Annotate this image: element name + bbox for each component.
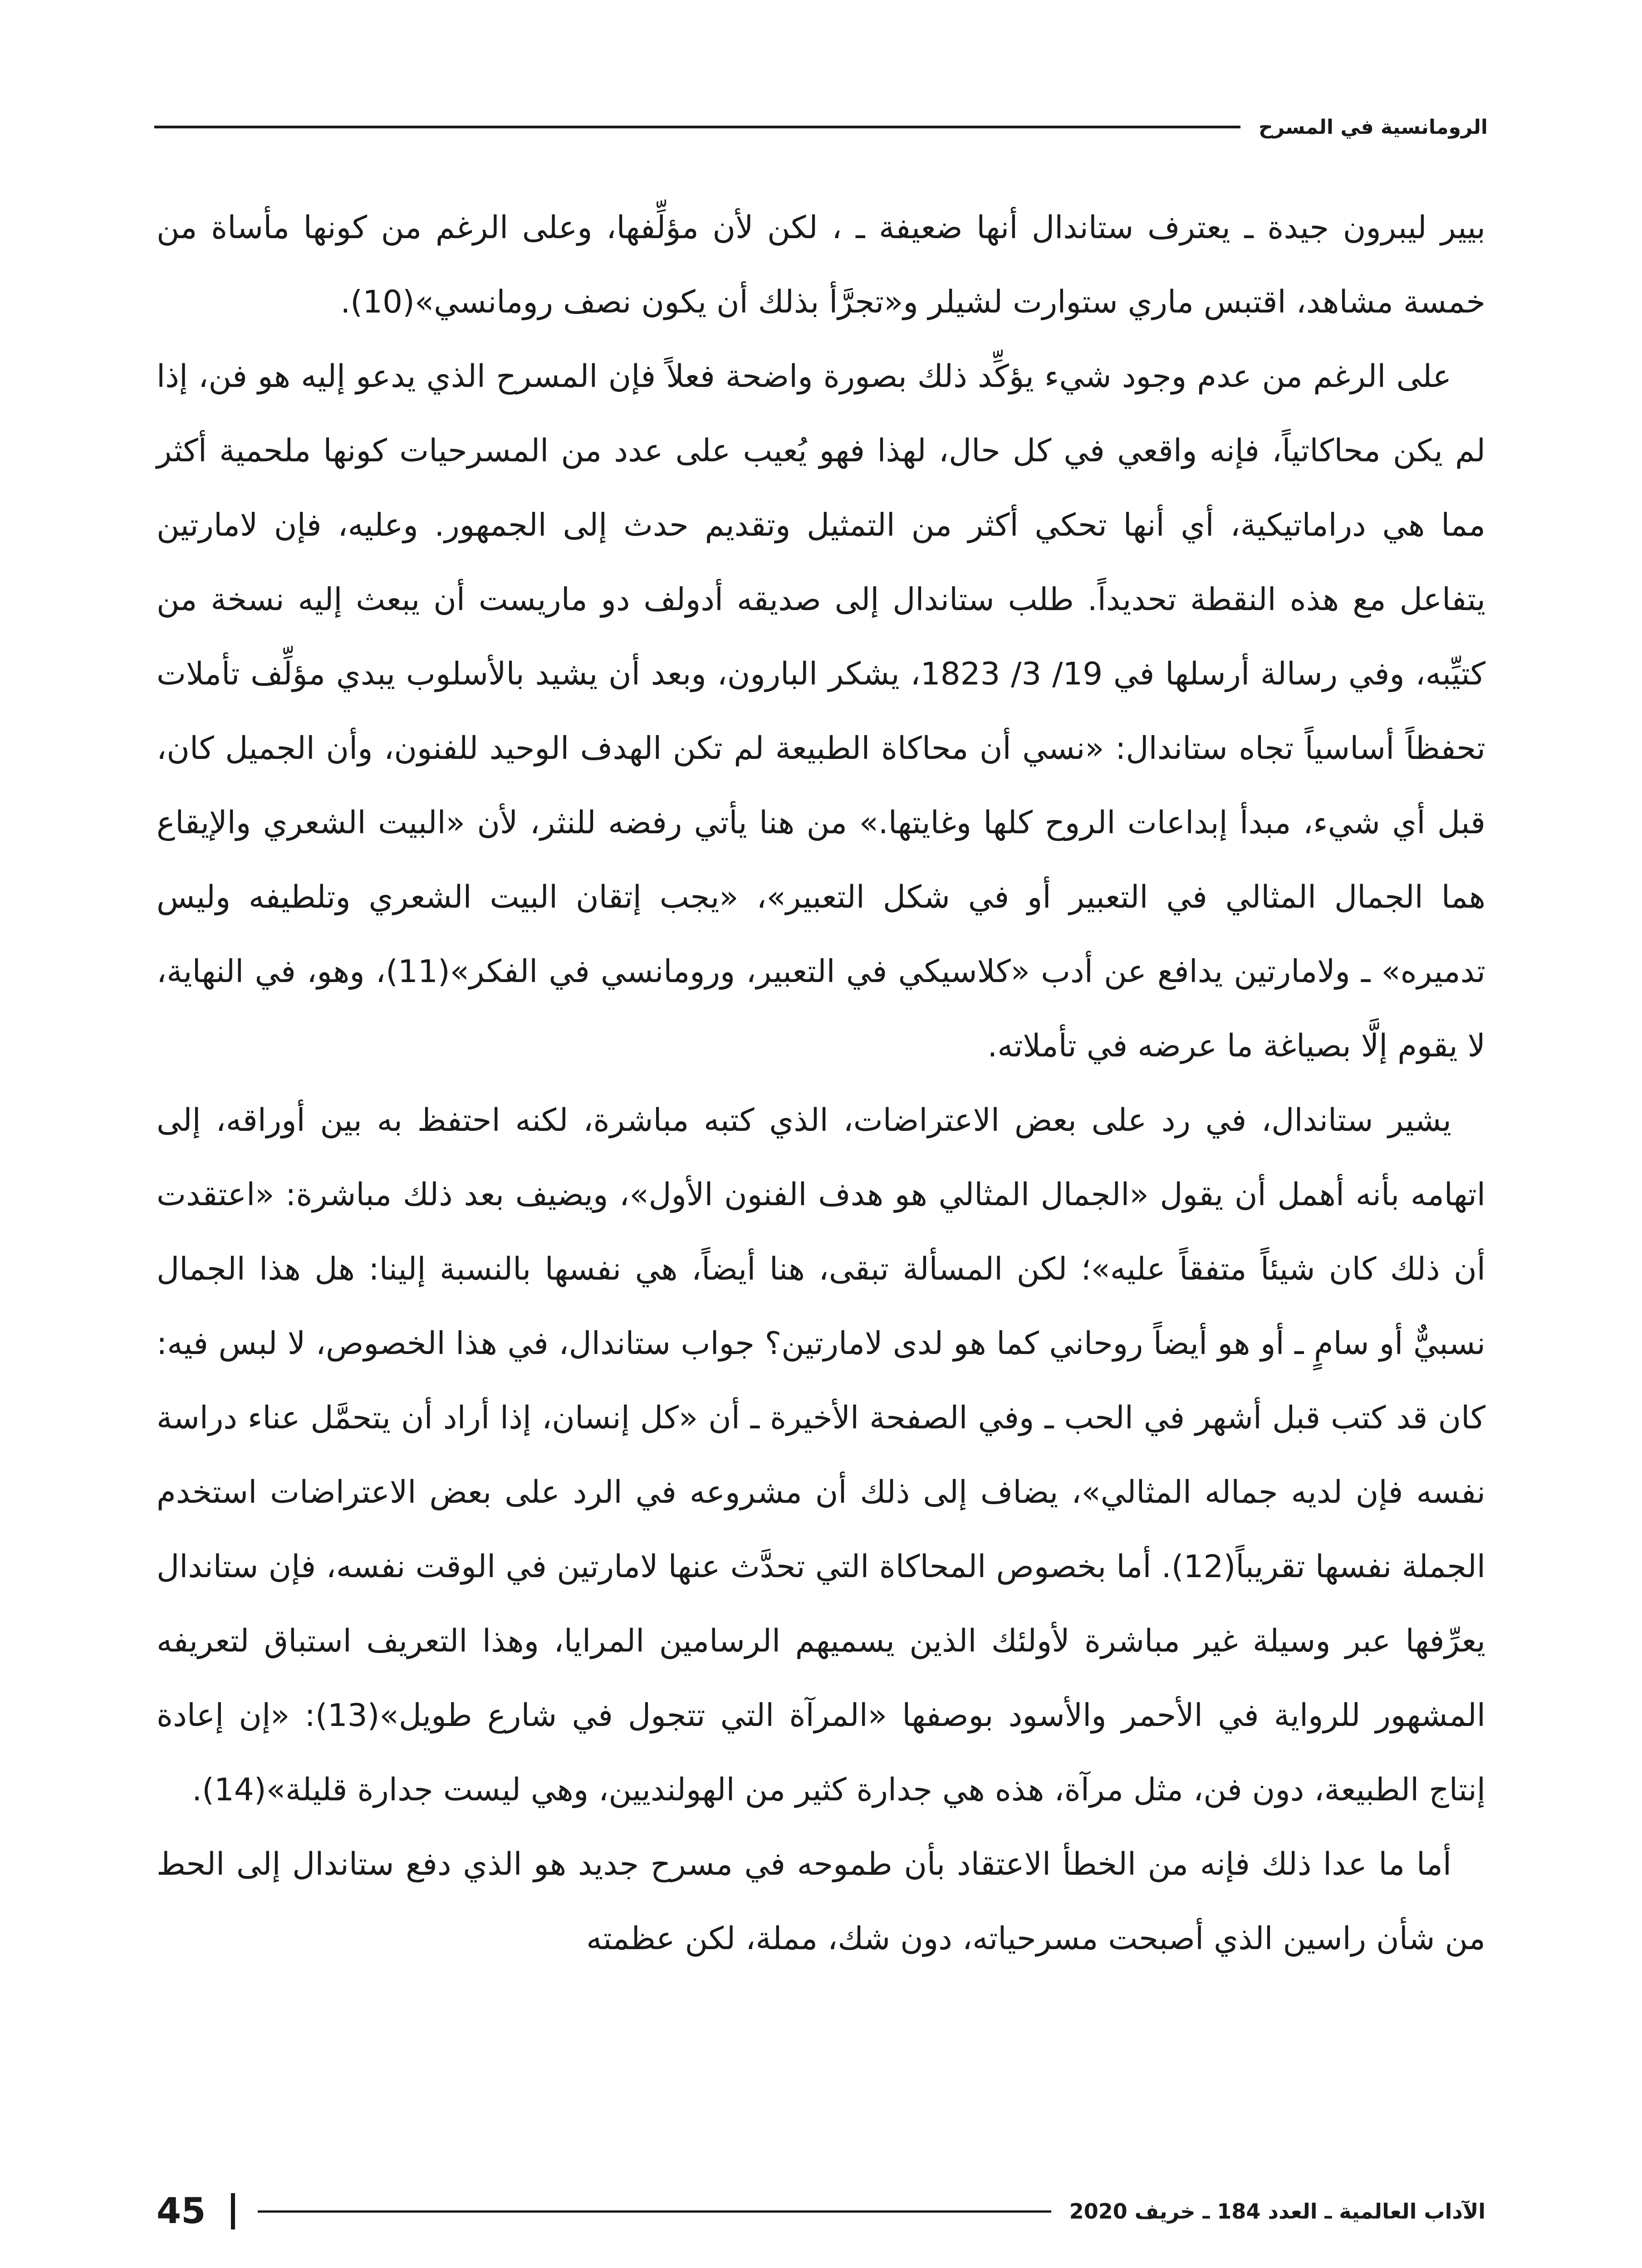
paragraph-2: على الرغم من عدم وجود شيء يؤكِّد ذلك بصورة واضحة فعلاً فإن المسرح الذي يدعو إليه هو فن، إذا لم يكن محاكاتياً، فإنه واقعي في كل حال، لهذا فهو يُعيب على عدد من المسرحيات كونها ملحمية أكثر مما هي دراماتيكية، أي أنها تحكي أكثر من التمثيل وتقديم حدث إلى الجمهور. وعليه، فإن لامارتين يتفاعل مع هذه النقطة تحديداً. طلب ستاندال إلى صديقه أدولف دو ماريست أن يبعث إليه نسخة من كتيِّبه، وفي رسالة أرسلها في 19/ 3/ 1823، يشكر البارون، وبعد أن يشيد بالأسلوب يبدي مؤلِّف تأملات تحفظاً أساسياً تجاه ستاندال: «نسي أن محاكاة الطبيعة لم تكن الهدف الوحيد للفنون، وأن الجميل كان، قبل أي شيء، مبدأ إبداعات الروح كلها وغايتها.» من هنا يأتي رفضه للنثر، لأن «البيت الشعري والإيقاع هما الجمال المثالي في التعبير أو في شكل التعبير»، «يجب إتقان البيت الشعري وتلطيفه وليس تدميره» ـ ولامارتين يدافع عن أدب «كلاسيكي في التعبير، ورومانسي في الفكر»(11)، وهو، في النهاية، لا يقوم إلَّا بصياغة ما عرضه في تأملاته. bbox=[157, 358, 1486, 1064]
journal-issue-label: الآداب العالمية ـ العدد 184 ـ خريف 2020 bbox=[1069, 2199, 1485, 2224]
running-header bbox=[154, 107, 1488, 147]
paragraph-3: يشير ستاندال، في رد على بعض الاعتراضات، الذي كتبه مباشرة، لكنه احتفظ به بين أوراقه، إلى اتهامه بأنه أهمل أن يقول «الجمال المثالي هو هدف الفنون الأول»، ويضيف بعد ذلك مباشرة: «اعتقدت أن ذلك كان شيئاً متفقاً عليه»؛ لكن المسألة تبقى، هنا أيضاً، هي نفسها بالنسبة إلينا: هل هذا الجمال نسبيٌّ أو سامٍ ـ أو هو أيضاً روحاني كما هو لدى لامارتين؟ جواب ستاندال، في هذا الخصوص، لا لبس فيه: كان قد كتب قبل أشهر في الحب ـ وفي الصفحة الأخيرة ـ أن «كل إنسان، إذا أراد أن يتحمَّل عناء دراسة نفسه فإن لديه جماله المثالي»، يضاف إلى ذلك أن مشروعه في الرد على بعض الاعتراضات استخدم الجملة نفسها تقريباً(12). أما بخصوص المحاكاة التي تحدَّث عنها لامارتين في الوقت نفسه، فإن ستاندال يعرِّفها عبر وسيلة غير مباشرة لأولئك الذين يسميهم الرسامين المرايا، وهذا التعريف استباق لتعريفه المشهور للرواية في الأحمر والأسود بوصفها «المرآة التي تتجول في شارع طويل»(13): «إن إعادة إنتاج الطبيعة، دون فن، مثل مرآة، هذه هي جدارة كثير من الهولنديين، وهي ليست جدارة قليلة»(14). bbox=[157, 1102, 1485, 1808]
running-header-title: الرومانسية في المسرح bbox=[1259, 115, 1488, 139]
header-rule bbox=[154, 126, 1240, 128]
paragraph-1: بيير ليبرون جيدة ـ يعترف ستاندال أنها ضعيفة ـ ، لكن لأن مؤلِّفها، وعلى الرغم من كونها مأساة من خمسة مشاهد، اقتبس ماري ستوارت لشيلر و«تجرَّأ بذلك أن يكون نصف رومانسي»(10). bbox=[157, 210, 1485, 320]
paragraph-4: أما ما عدا ذلك فإنه من الخطأ الاعتقاد بأن طموحه في مسرح جديد هو الذي دفع ستاندال إلى الحط من شأن راسين الذي أصبحت مسرحياته، دون شك، مملة، لكن عظمته bbox=[157, 1846, 1485, 1957]
footer-rule bbox=[258, 2210, 1051, 2213]
footer-separator bbox=[231, 2193, 235, 2229]
page-footer bbox=[157, 2186, 1485, 2236]
page-number: 45 bbox=[157, 2191, 206, 2232]
body-text bbox=[157, 191, 1485, 1976]
